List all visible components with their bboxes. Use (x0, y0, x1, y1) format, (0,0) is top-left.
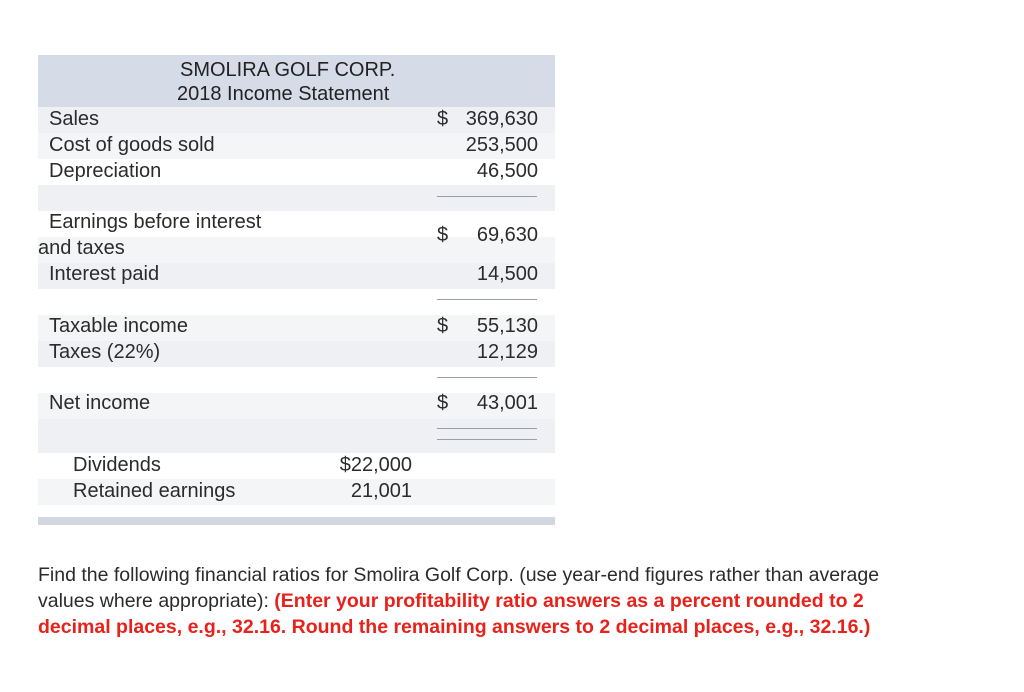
ebit-value: 69,630 (476, 224, 538, 246)
retained-earnings-value: 21,001 (350, 480, 412, 502)
sales-currency: $ (437, 108, 449, 130)
question-instructions (38, 562, 938, 640)
cogs-label: Cost of goods sold (49, 134, 215, 156)
dividends-label: Dividends (73, 454, 161, 476)
dividends-value: $22,000 (339, 454, 412, 476)
subtotal-rule (437, 377, 537, 378)
income-statement-table (38, 55, 555, 525)
double-rule-bottom (437, 439, 537, 440)
ebit-label-line2: and taxes (38, 237, 125, 259)
net-income-label: Net income (49, 392, 151, 414)
statement-title: 2018 Income Statement (177, 83, 390, 105)
interest-label: Interest paid (49, 263, 160, 285)
sales-value: 369,630 (465, 108, 538, 130)
row-band (38, 185, 555, 211)
taxes-value: 12,129 (476, 341, 538, 363)
company-name: SMOLIRA GOLF CORP. (180, 59, 396, 81)
taxable-income-currency: $ (437, 315, 449, 337)
sales-label: Sales (49, 108, 100, 130)
row-band (38, 419, 555, 453)
instructions-text: Find the following financial ratios for Smolira Golf Corp. (use year-end figures rather than average values where appropriate): (38, 564, 880, 612)
taxable-income-value: 55,130 (476, 315, 538, 337)
depreciation-label: Depreciation (49, 160, 162, 182)
double-rule-top (437, 428, 537, 429)
instructions-emphasis: (Enter your profitability ratio answers as a percent rounded to 2 decimal places, e.g., 32.16. Round the remaining answers to 2 decimal places, e.g., 32.16.) (38, 590, 871, 638)
ebit-currency: $ (437, 224, 449, 246)
subtotal-rule (437, 299, 537, 300)
net-income-currency: $ (437, 392, 449, 414)
interest-value: 14,500 (476, 263, 538, 285)
depreciation-value: 46,500 (476, 160, 538, 182)
retained-earnings-label: Retained earnings (73, 480, 236, 502)
cogs-value: 253,500 (465, 134, 538, 156)
taxes-label: Taxes (22%) (49, 341, 161, 363)
ebit-label-line1: Earnings before interest (49, 211, 262, 233)
taxable-income-label: Taxable income (49, 315, 188, 337)
table-bottom-bar (38, 517, 555, 525)
net-income-value: 43,001 (476, 392, 538, 414)
subtotal-rule (437, 196, 537, 197)
